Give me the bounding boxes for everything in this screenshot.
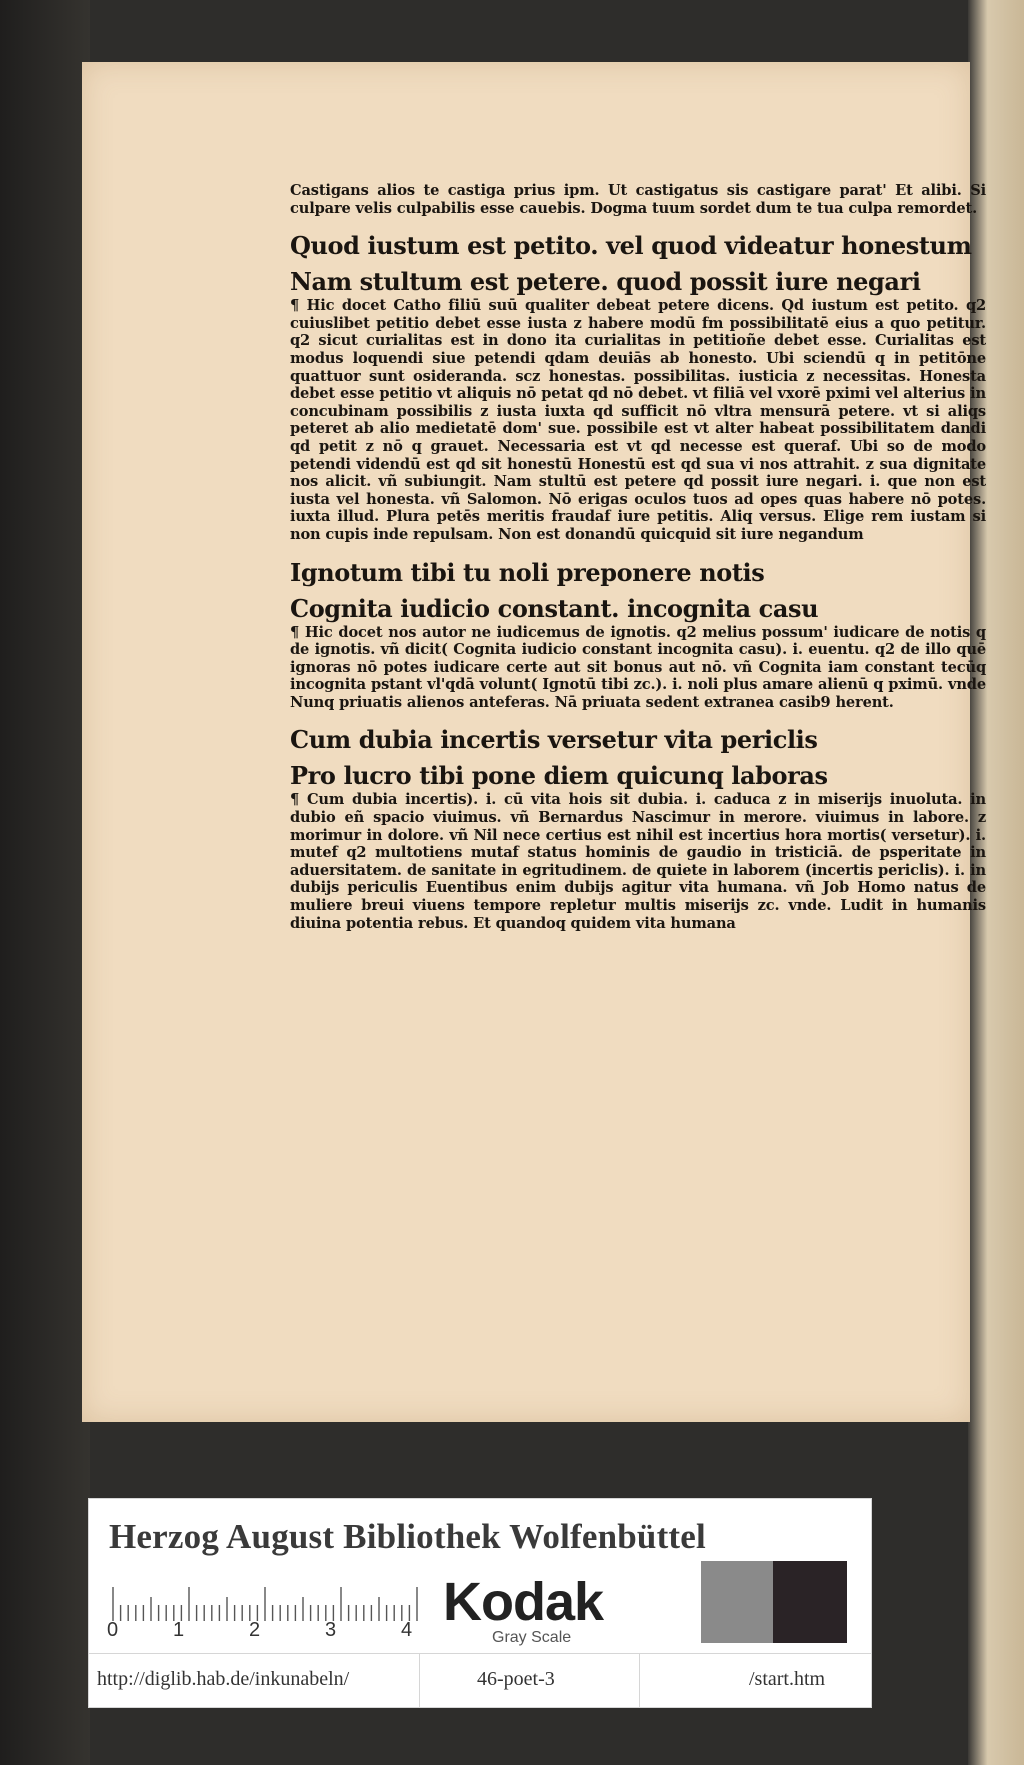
text-column — [290, 182, 986, 932]
library-title: Herzog August Bibliothek Wolfenbüttel — [109, 1517, 706, 1556]
heading-cum-dubia: Cum dubia incertis versetur vita periclis — [290, 725, 818, 755]
heading-ignotum: Ignotum tibi tu noli preponere notis — [290, 557, 765, 587]
ruler-scale — [111, 1585, 423, 1623]
heading-nam-stultum: Nam stultum est petere. quod possit iure negari — [290, 267, 921, 297]
ruler-number-4: 4 — [401, 1619, 413, 1641]
para-cum-dubia-incertis: ¶ Cum dubia incertis). i. cū vita hois sit dubia. i. caduca z in miserijs inuoluta. in dubio eñ spacio viuimus. vñ Bernardus Nascimur in merore. viuimus in labore. z morimur in dolore. vñ Nil nece certius est nihil est incertius hora mortis( versetur). i. mutef q2 multotiens mutaf status hominis de gaudio in tristiciā. de psperitate in aduersitatem. de sanitate in egritudinem. de quiete in laborem (incertis periclis). i. in dubijs periculis Euentibus enim dubijs agitur vita humana. vñ Job Homo natus de muliere breui viuens tempore repletur multis miserijs zc. vnde. Ludit in humanis diuina potentia rebus. Et quandoq quidem vita humana — [290, 791, 986, 932]
url-footer — [89, 1653, 871, 1708]
para-hic-docet-autor: ¶ Hic docet nos autor ne iudicemus de ignotis. q2 melius possum' iudicare de notis q de ignotis. vñ dicit( Cognita iudicio constant incognita casu). i. euentu. q2 de illo quē ignoras nō potes iudicare certe aut sit bonus aut nō. vñ Cognita iam constant tecūq incognita pstant vl'qdā volunt( Ignotū tibi zc.). i. noli plus amare alienū q pximū. vnde Nunq priuatis alienos anteferas. Nā priuata sedent extranea casib9 herent. — [290, 623, 986, 711]
swatch-black — [773, 1561, 847, 1643]
heading-pro-lucro: Pro lucro tibi pone diem quicunq laboras — [290, 761, 828, 791]
footer-divider — [419, 1654, 420, 1708]
ruler-number-2: 2 — [249, 1619, 261, 1641]
swatch-gray — [701, 1561, 773, 1643]
gray-scale-label: Gray Scale — [492, 1629, 572, 1646]
ruler-number-3: 3 — [325, 1619, 337, 1641]
heading-quod-iustum: Quod iustum est petito. vel quod videatur honestum — [290, 231, 972, 261]
scan-background-left — [0, 0, 90, 1765]
swatch-white — [629, 1561, 701, 1643]
para-castigans: Castigans alios te castiga prius ipm. Ut castigatus sis castigare parat' Et alibi. Si culpare velis culpabilis esse cauebis. Dogma tuum sordet dum te tua culpa remordet. — [290, 182, 986, 217]
book-page — [82, 62, 986, 1422]
url-right: /start.htm — [749, 1668, 826, 1690]
para-hic-docet-catho: ¶ Hic docet Catho filiū suū qualiter debeat petere dicens. Qd iustum est petito. q2 cuiuslibet petitio debet esse iusta z habere modū fm possibilitatē eius a quo petitur. q2 sicut curialitas est in dono ita curialitas in petitioñe debet esse. Curialitas est modus loquendi siue petendi qdam deuiās ab honesto. Ubi sciendū q in petitōne quattuor sunt osideranda. scz honestas. possibilitas. iusticia z necessitas. Honesta debet esse petitio vt aliquis nō petat qd nō debet. vt filiā vel vxorē pximi vel alterius in concubinam possibilis z iusta iuxta qd sufficit nō vltra mensurā petere. vt si aliqs peteret ab alio medietatē dom' sue. possibile est vt alter habeat possibilitatem dandi qd petit z nō q grauet. Necessaria est vt qd necesse est queraf. Ubi so de modo petendi videndū est qd sit honestū Honestū est qd sua vi nos attrahit. z sua dignitate nos alicit. vñ subiungit. Nam stultū est petere qd possit iure negari. i. que non est iusta vel honesta. vñ Salomon. Nō erigas oculos tuos ad opes quas habere nō potes. iuxta illud. Plura petēs meritis fraudaf iure petitis. Aliq versus. Elige rem iustam si non cupis inde repulsam. Non est donandū quicquid sit iure negandum — [290, 297, 986, 543]
kodak-logo: Kodak — [443, 1572, 604, 1632]
url-left: http://diglib.hab.de/inkunabeln/ — [97, 1668, 350, 1690]
url-mid: 46-poet-3 — [477, 1668, 555, 1690]
footer-divider — [639, 1654, 640, 1708]
heading-cognita: Cognita iudicio constant. incognita casu — [290, 593, 819, 623]
ruler-number-0: 0 — [107, 1619, 119, 1641]
library-color-target — [88, 1498, 872, 1708]
ruler-number-1: 1 — [173, 1619, 185, 1641]
